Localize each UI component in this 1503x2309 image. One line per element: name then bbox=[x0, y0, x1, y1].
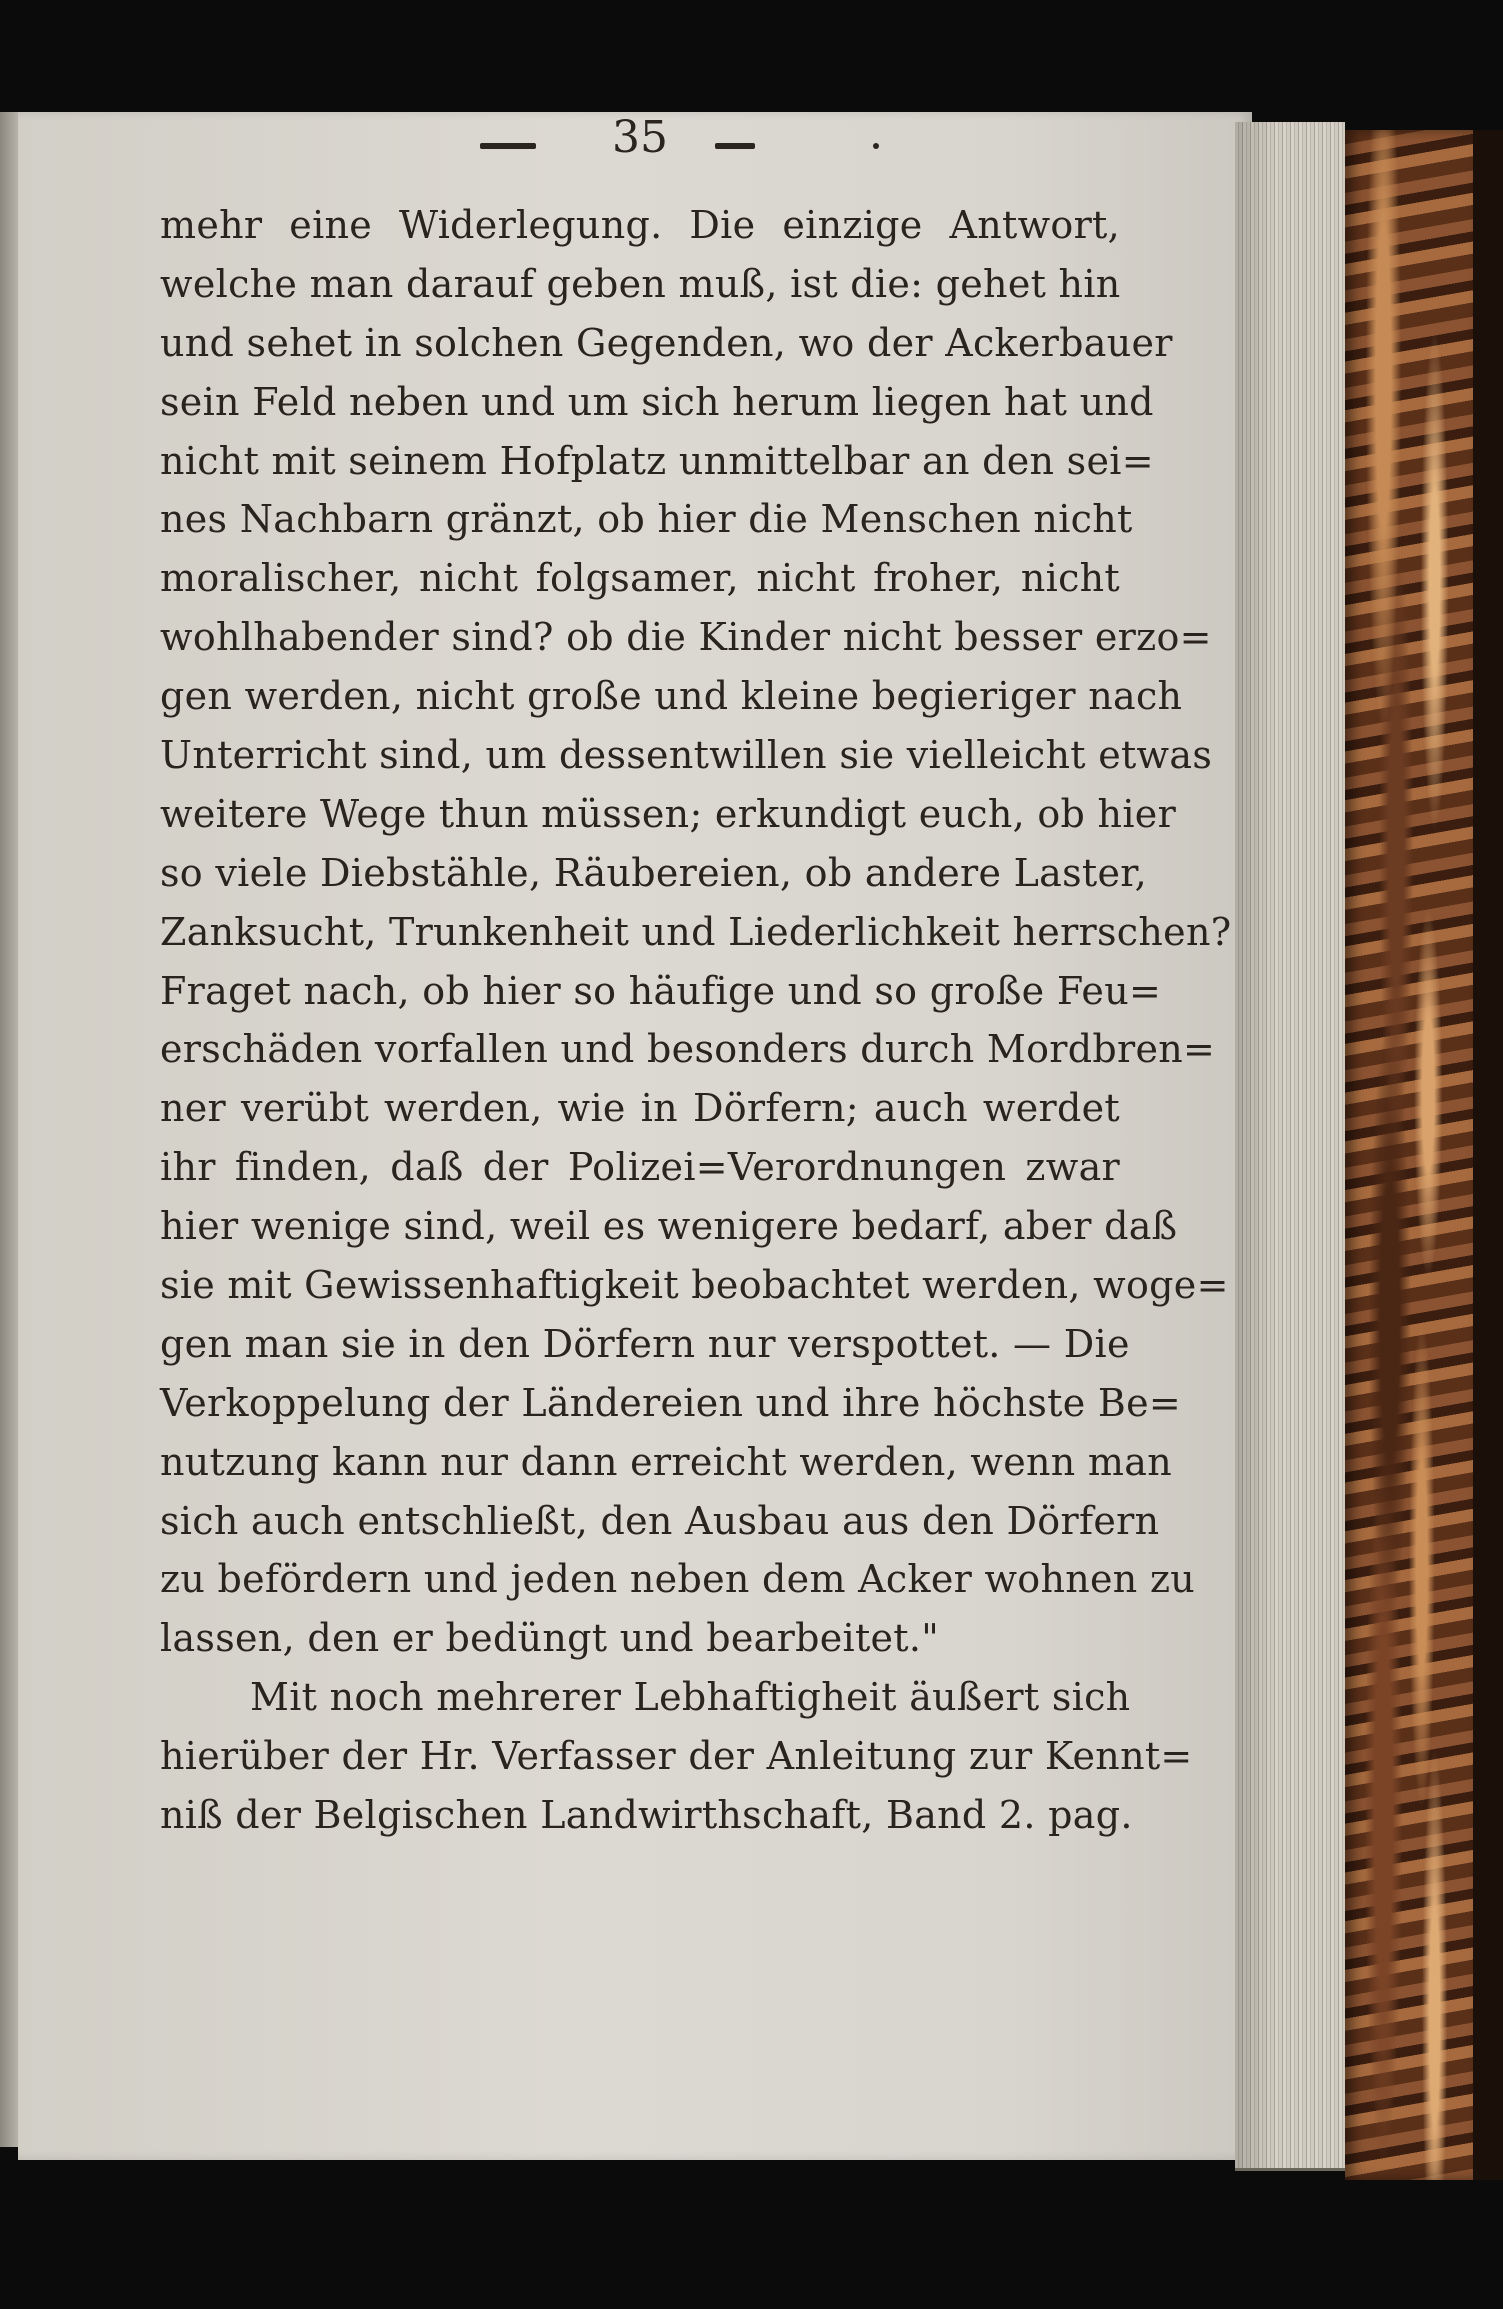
text-line: moralischer, nicht folgsamer, nicht froher, nicht bbox=[160, 556, 1120, 601]
header-dash-left bbox=[480, 143, 536, 149]
text-line: gen werden, nicht große und kleine begieriger nach bbox=[160, 674, 1183, 719]
text-line: weitere Wege thun müssen; erkundigt euch, ob hier bbox=[160, 791, 1177, 836]
header-dash-right bbox=[715, 143, 755, 149]
previous-page-edge bbox=[0, 112, 18, 2147]
text-line: nutzung kann nur dann erreicht werden, wenn man bbox=[160, 1439, 1172, 1484]
text-line: wohlhabender sind? ob die Kinder nicht besser erzo= bbox=[160, 615, 1212, 660]
text-line: erschäden vorfallen und besonders durch Mordbren= bbox=[160, 1027, 1216, 1072]
page-number: 35 bbox=[612, 112, 668, 163]
text-line: zu befördern und jeden neben dem Acker wohnen zu bbox=[160, 1557, 1196, 1602]
text-line: sein Feld neben und um sich herum liegen hat und bbox=[160, 379, 1154, 424]
text-line: sich auch entschließt, den Ausbau aus den Dörfern bbox=[160, 1498, 1160, 1543]
text-line: nes Nachbarn gränzt, ob hier die Menschen nicht bbox=[160, 497, 1133, 542]
text-line: lassen, den er bedüngt und bearbeitet." bbox=[160, 1616, 940, 1661]
text-line: und sehet in solchen Gegenden, wo der Ackerbauer bbox=[160, 320, 1173, 365]
text-line: ihr finden, daß der Polizei=Verordnungen zwar bbox=[160, 1145, 1120, 1190]
body-text bbox=[160, 196, 1232, 1845]
text-line: hier wenige sind, weil es wenigere bedarf, aber daß bbox=[160, 1204, 1178, 1249]
text-line: Unterricht sind, um dessentwillen sie vielleicht etwas bbox=[160, 733, 1213, 778]
text-line: so viele Diebstähle, Räubereien, ob andere Laster, bbox=[160, 850, 1147, 895]
header-dot bbox=[873, 143, 879, 149]
text-line: gen man sie in den Dörfern nur verspottet. — Die bbox=[160, 1321, 1130, 1366]
marbled-cover bbox=[1345, 130, 1473, 2180]
text-line: sie mit Gewissenhaftigkeit beobachtet werden, woge= bbox=[160, 1263, 1229, 1308]
text-line: welche man darauf geben muß, ist die: gehet hin bbox=[160, 261, 1121, 306]
text-line: ner verübt werden, wie in Dörfern; auch werdet bbox=[160, 1086, 1120, 1131]
text-line: nicht mit seinem Hofplatz unmittelbar an den sei= bbox=[160, 438, 1154, 483]
text-line: Fraget nach, ob hier so häufige und so große Feu= bbox=[160, 968, 1162, 1013]
text-line: Verkoppelung der Ländereien und ihre höchste Be= bbox=[160, 1380, 1182, 1425]
text-line: niß der Belgischen Landwirthschaft, Band 2. pag. bbox=[160, 1793, 1133, 1838]
text-line-indented: Mit noch mehrerer Lebhaftigheit äußert sich bbox=[250, 1675, 1131, 1720]
cover-edge bbox=[1473, 130, 1503, 2180]
text-line: hierüber der Hr. Verfasser der Anleitung zur Kennt= bbox=[160, 1734, 1193, 1779]
text-line: Zanksucht, Trunkenheit und Liederlichkeit herrschen? bbox=[160, 909, 1232, 954]
page-stack-shadow bbox=[1235, 122, 1275, 2168]
text-line: mehr eine Widerlegung. Die einzige Antwort, bbox=[160, 203, 1120, 247]
